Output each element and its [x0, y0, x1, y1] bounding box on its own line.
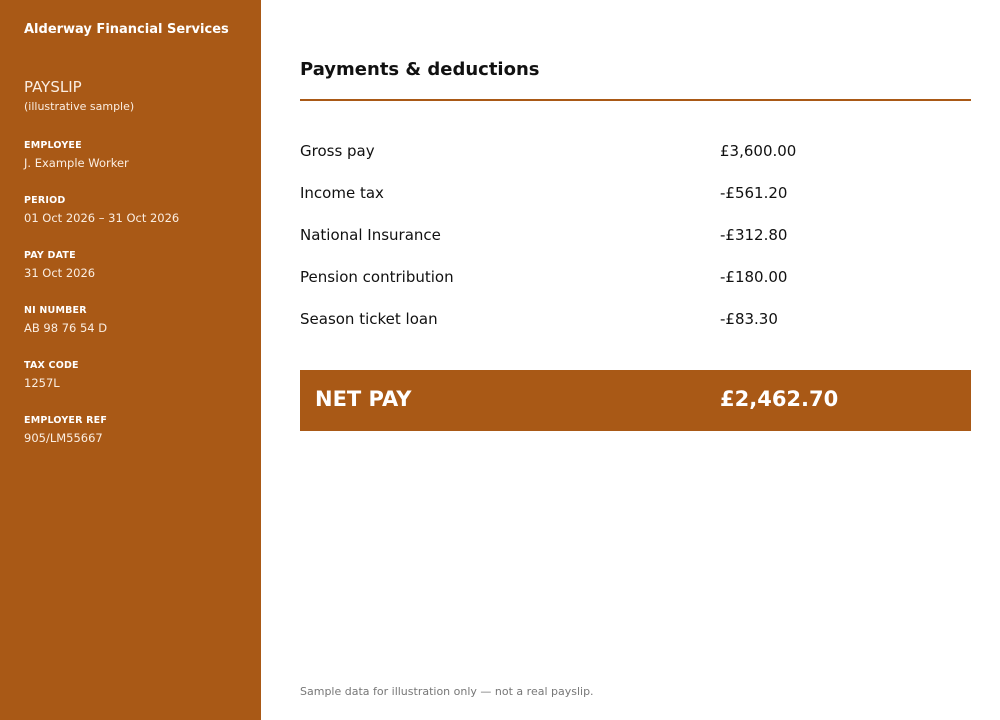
document-subtitle: (illustrative sample): [24, 100, 135, 113]
footnote: Sample data for illustration only — not a real payslip.: [300, 685, 594, 698]
line-item-national-insurance: [300, 214, 971, 256]
line-item-amount: -£561.20: [720, 184, 788, 202]
line-item-amount: -£180.00: [720, 268, 788, 286]
line-item-amount: £3,600.00: [720, 142, 797, 160]
period-value: 01 Oct 2026 – 31 Oct 2026: [24, 211, 180, 225]
line-item-amount: -£83.30: [720, 310, 778, 328]
pay-date-value: 31 Oct 2026: [24, 266, 96, 280]
line-item-season-ticket-loan: [300, 298, 971, 340]
main-content: [300, 0, 971, 720]
divider: [300, 99, 971, 101]
line-item-gross-pay: [300, 130, 971, 172]
employee-field: [24, 140, 129, 170]
employer-ref-value: 905/LM55667: [24, 431, 103, 445]
tax-code-label: TAX CODE: [24, 360, 79, 371]
pay-date-field: [24, 250, 95, 280]
line-item-income-tax: [300, 172, 971, 214]
period-label: PERIOD: [24, 195, 66, 206]
tax-code-value: 1257L: [24, 376, 60, 390]
company-name: Alderway Financial Services: [24, 22, 229, 37]
ni-number-value: AB 98 76 54 D: [24, 321, 108, 335]
employer-ref-field: [24, 415, 107, 445]
document-title: PAYSLIP: [24, 78, 82, 96]
net-pay-amount: £2,462.70: [720, 387, 839, 411]
line-item-description: Season ticket loan: [300, 310, 438, 328]
line-items-list: [300, 130, 971, 340]
section-title: Payments & deductions: [300, 59, 540, 80]
ni-number-label: NI NUMBER: [24, 305, 87, 316]
tax-code-field: [24, 360, 79, 390]
employee-label: EMPLOYEE: [24, 140, 82, 151]
ni-number-field: [24, 305, 107, 335]
line-item-description: National Insurance: [300, 226, 441, 244]
period-field: [24, 195, 179, 225]
pay-date-label: PAY DATE: [24, 250, 76, 261]
net-pay-label: NET PAY: [315, 387, 412, 411]
net-pay-bar: [300, 370, 971, 431]
line-item-description: Income tax: [300, 184, 384, 202]
line-item-amount: -£312.80: [720, 226, 788, 244]
employer-ref-label: EMPLOYER REF: [24, 415, 108, 426]
line-item-description: Gross pay: [300, 142, 375, 160]
sidebar: [0, 0, 261, 720]
employee-value: J. Example Worker: [24, 156, 129, 170]
line-item-description: Pension contribution: [300, 268, 454, 286]
line-item-pension: [300, 256, 971, 298]
